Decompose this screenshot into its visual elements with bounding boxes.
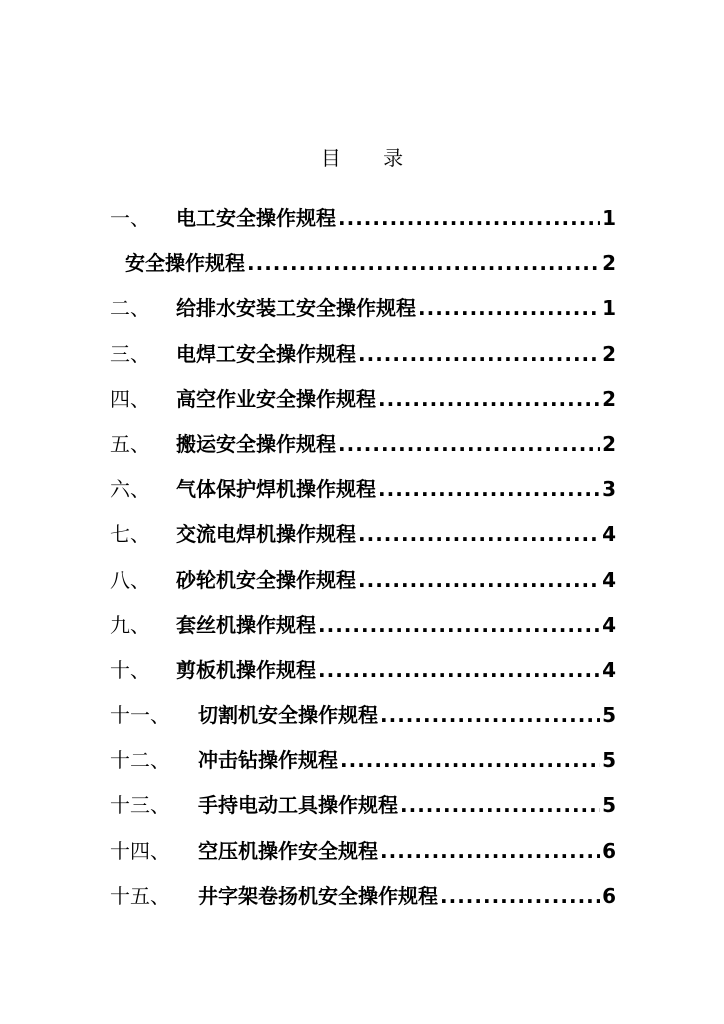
toc-entry[interactable] [110, 693, 616, 738]
toc-entry-page: 3 [602, 477, 616, 502]
toc-entry-number: 九、 [110, 612, 150, 637]
toc-entry-number: 二、 [110, 296, 150, 321]
toc-entry-number: 四、 [110, 386, 150, 411]
toc-entry-number: 三、 [110, 341, 150, 366]
toc-entry-number: 七、 [110, 522, 150, 547]
toc-entry-label: 高空作业安全操作规程 [176, 386, 376, 411]
toc-entry[interactable] [110, 286, 616, 331]
toc-entry-page: 6 [602, 883, 616, 908]
toc-entry[interactable] [110, 603, 616, 648]
toc-leader-dots [358, 332, 600, 377]
toc-entry-page: 6 [602, 838, 616, 863]
toc-entry-page: 2 [602, 251, 616, 276]
toc-leader-dots [378, 467, 600, 512]
toc-entry[interactable] [110, 241, 616, 286]
toc-entry-number: 八、 [110, 567, 150, 592]
toc-entry-label: 冲击钻操作规程 [198, 748, 338, 773]
toc-leader-dots [338, 422, 600, 467]
toc-entry-number: 六、 [110, 477, 150, 502]
toc-entry[interactable] [110, 467, 616, 512]
toc-entry[interactable] [110, 783, 616, 828]
toc-entry-label: 气体保护焊机操作规程 [176, 477, 376, 502]
toc-entry-page: 4 [602, 522, 616, 547]
toc-entry-number: 十四、 [110, 838, 170, 863]
toc-entry-page: 2 [602, 341, 616, 366]
toc-leader-dots [380, 693, 600, 738]
toc-entry-page: 5 [602, 793, 616, 818]
toc-entry-label: 搬运安全操作规程 [176, 431, 336, 456]
toc-entry-label: 空压机操作安全规程 [198, 838, 378, 863]
toc-entry-number: 十二、 [110, 748, 170, 773]
toc-entry-label: 电工安全操作规程 [176, 206, 336, 230]
toc-entry[interactable] [110, 648, 616, 693]
toc-entry[interactable] [110, 422, 616, 467]
toc-entry-label: 剪板机操作规程 [176, 657, 316, 682]
page-title: 目 录 [320, 146, 422, 170]
toc-entry-page: 1 [602, 296, 616, 321]
toc-entry-label: 井字架卷扬机安全操作规程 [198, 883, 438, 908]
toc-leader-dots [340, 738, 600, 783]
toc-leader-dots [358, 558, 600, 603]
table-of-contents [110, 196, 616, 919]
toc-entry-page: 2 [602, 386, 616, 411]
toc-entry-number: 十一、 [110, 703, 170, 728]
toc-entry-label: 电焊工安全操作规程 [176, 341, 356, 366]
toc-entry-label: 交流电焊机操作规程 [176, 522, 356, 547]
toc-entry-number: 十三、 [110, 793, 170, 818]
toc-entry-label: 套丝机操作规程 [176, 612, 316, 637]
toc-entry-number: 十五、 [110, 883, 170, 908]
toc-leader-dots [318, 648, 600, 693]
toc-entry-number: 十、 [110, 657, 150, 682]
toc-entry[interactable] [110, 874, 616, 919]
toc-entry[interactable] [110, 738, 616, 783]
toc-entry-page: 4 [602, 612, 616, 637]
toc-leader-dots [440, 874, 600, 919]
toc-entry[interactable] [110, 332, 616, 377]
toc-entry-label: 砂轮机安全操作规程 [176, 567, 356, 592]
toc-entry[interactable] [110, 196, 616, 241]
toc-entry-page: 4 [602, 567, 616, 592]
toc-leader-dots [378, 377, 600, 422]
toc-entry-label: 安全操作规程 [125, 251, 245, 276]
toc-entry-number: 一、 [110, 206, 150, 230]
toc-leader-dots [400, 783, 600, 828]
toc-leader-dots [418, 286, 600, 331]
toc-entry[interactable] [110, 512, 616, 557]
toc-entry-label: 给排水安装工安全操作规程 [176, 296, 416, 321]
toc-entry-label: 切割机安全操作规程 [198, 703, 378, 728]
toc-entry-page: 1 [602, 206, 616, 230]
toc-entry-page: 4 [602, 657, 616, 682]
toc-leader-dots [380, 829, 600, 874]
toc-entry-page: 5 [602, 703, 616, 728]
toc-entry-page: 5 [602, 748, 616, 773]
toc-leader-dots [338, 196, 600, 241]
toc-entry-page: 2 [602, 431, 616, 456]
toc-entry[interactable] [110, 377, 616, 422]
toc-leader-dots [358, 512, 600, 557]
toc-leader-dots [247, 241, 600, 286]
toc-entry[interactable] [110, 829, 616, 874]
toc-entry-label: 手持电动工具操作规程 [198, 793, 398, 818]
toc-entry[interactable] [110, 558, 616, 603]
toc-leader-dots [318, 603, 600, 648]
toc-entry-number: 五、 [110, 431, 150, 456]
